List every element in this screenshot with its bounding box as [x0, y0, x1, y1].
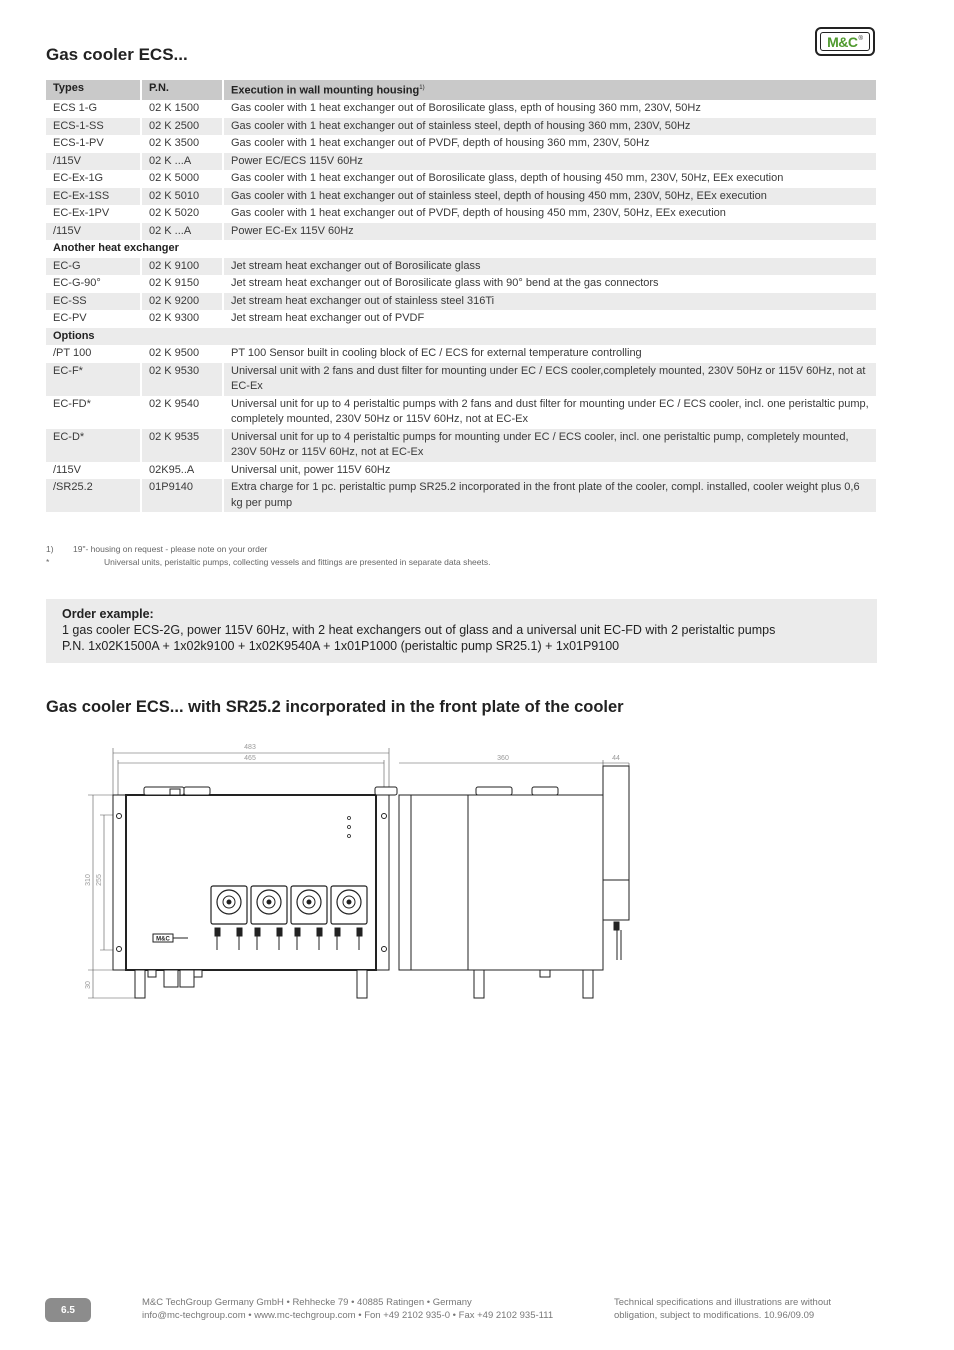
cell-type: EC-G-90°	[46, 275, 141, 293]
cell-description: Jet stream heat exchanger out of Borosilicate glass	[223, 258, 876, 276]
cell-pn: 02 K 9200	[141, 293, 223, 311]
mc-logo	[815, 27, 875, 56]
table-row	[46, 479, 876, 512]
footnotes	[46, 543, 490, 569]
footnote-text: 19"- housing on request - please note on your order	[73, 544, 268, 554]
front-view	[113, 787, 397, 998]
table-row	[46, 429, 876, 462]
footer-disclaimer	[614, 1296, 831, 1322]
cell-pn: 02 K 9150	[141, 275, 223, 293]
spec-table	[46, 80, 876, 512]
table-row	[46, 170, 876, 188]
logo-frame	[820, 32, 870, 51]
table-row	[46, 396, 876, 429]
table-row	[46, 310, 876, 328]
cell-description: Extra charge for 1 pc. peristaltic pump SR25.2 incorporated in the front plate of the cooler, compl. installed, cooler weight plus 0,6 kg per pump	[223, 479, 876, 512]
footnote-1	[46, 543, 490, 556]
cell-description: PT 100 Sensor built in cooling block of EC / ECS for external temperature controlling	[223, 345, 876, 363]
cell-description: Gas cooler with 1 heat exchanger out of stainless steel, depth of housing 450 mm, 230V, 50Hz, EEx execution	[223, 188, 876, 206]
cell-pn: 02 K 3500	[141, 135, 223, 153]
table-row	[46, 118, 876, 136]
footnote-2	[46, 556, 490, 569]
cell-description: Jet stream heat exchanger out of Borosilicate glass with 90° bend at the gas connectors	[223, 275, 876, 293]
footnote-mark: 1)	[46, 544, 54, 554]
order-example-line-2: P.N. 1x02K1500A + 1x02k9100 + 1x02K9540A + 1x01P1000 (peristaltic pump SR25.1) + 1x01P9100	[62, 639, 620, 653]
table-row	[46, 258, 876, 276]
cell-type: EC-F*	[46, 363, 141, 396]
cell-pn: 02 K ...A	[141, 153, 223, 171]
order-example-title: Order example:	[62, 607, 154, 621]
footer-address	[142, 1296, 553, 1322]
cell-description: Universal unit for up to 4 peristaltic pumps with 2 fans and dust filter for mounting under EC / ECS cooler, incl. one peristaltic pump, completely mounted, 230V 50Hz or 115V 60Hz, not at EC-Ex	[223, 396, 876, 429]
footer-address-line-1: M&C TechGroup Germany GmbH • Rehhecke 79 • 40885 Ratingen • Germany	[142, 1297, 472, 1308]
cell-type: EC-Ex-1PV	[46, 205, 141, 223]
spec-table-body	[46, 80, 876, 512]
cell-pn: 02 K 9530	[141, 363, 223, 396]
header-execution	[223, 80, 876, 100]
cell-description: Universal unit with 2 fans and dust filter for mounting under EC / ECS cooler,completely mounted, 230V 50Hz or 115V 60Hz, not at EC-Ex	[223, 363, 876, 396]
header-pn: P.N.	[141, 80, 223, 100]
cell-type: /115V	[46, 462, 141, 480]
cell-description: Power EC-Ex 115V 60Hz	[223, 223, 876, 241]
page-number-badge: 6.5	[45, 1298, 91, 1322]
cell-type: EC-Ex-1G	[46, 170, 141, 188]
cell-pn: 02 K 5000	[141, 170, 223, 188]
logo-text: M&C	[827, 33, 858, 50]
cell-type: EC-G	[46, 258, 141, 276]
footer-disclaimer-line-2: obligation, subject to modifications. 10.96/09.09	[614, 1310, 815, 1321]
cell-type: ECS 1-G	[46, 100, 141, 118]
cell-type: EC-Ex-1SS	[46, 188, 141, 206]
section-title: Gas cooler ECS... with SR25.2 incorporated in the front plate of the cooler	[46, 698, 624, 716]
cell-type: /PT 100	[46, 345, 141, 363]
cell-description: Gas cooler with 1 heat exchanger out of Borosilicate glass, depth of housing 450 mm, 230V, 50Hz, EEx execution	[223, 170, 876, 188]
page-title: Gas cooler ECS...	[46, 45, 188, 64]
cell-pn: 02 K 1500	[141, 100, 223, 118]
dimension-360: 360	[497, 755, 509, 762]
technical-drawing	[80, 740, 640, 1010]
table-row	[46, 205, 876, 223]
cell-type: /115V	[46, 153, 141, 171]
table-row	[46, 363, 876, 396]
cell-pn: 02 K 2500	[141, 118, 223, 136]
table-row	[46, 293, 876, 311]
table-row	[46, 223, 876, 241]
side-view	[399, 766, 629, 998]
cell-pn: 02K95..A	[141, 462, 223, 480]
cell-type: ECS-1-PV	[46, 135, 141, 153]
cell-description: Jet stream heat exchanger out of stainless steel 316Ti	[223, 293, 876, 311]
cell-description: Gas cooler with 1 heat exchanger out of Borosilicate glass, epth of housing 360 mm, 230V, 50Hz	[223, 100, 876, 118]
cell-pn: 02 K 9540	[141, 396, 223, 429]
footer-disclaimer-line-1: Technical specifications and illustrations are without	[614, 1297, 832, 1308]
cell-pn: 01P9140	[141, 479, 223, 512]
cell-description: Gas cooler with 1 heat exchanger out of PVDF, depth of housing 360 mm, 230V, 50Hz	[223, 135, 876, 153]
dimension-310: 310	[85, 874, 92, 886]
header-types: Types	[46, 80, 141, 100]
cell-type: EC-SS	[46, 293, 141, 311]
table-row	[46, 275, 876, 293]
footnote-text: Universal units, peristaltic pumps, collecting vessels and fittings are presented in separate data sheets.	[104, 557, 491, 567]
table-row	[46, 153, 876, 171]
header-footnote-mark: 1)	[419, 85, 425, 91]
dimension-255: 255	[96, 874, 103, 886]
footer-address-line-2: info@mc-techgroup.com • www.mc-techgroup.com • Fon +49 2102 935-0 • Fax +49 2102 935-111	[142, 1310, 554, 1321]
section-heading: Options	[46, 328, 876, 346]
cell-type: /SR25.2	[46, 479, 141, 512]
dimension-465: 465	[244, 755, 256, 762]
dimension-44: 44	[612, 755, 620, 762]
cell-type: /115V	[46, 223, 141, 241]
cell-pn: 02 K 5010	[141, 188, 223, 206]
logo-registered-mark: ®	[858, 36, 863, 42]
table-row	[46, 100, 876, 118]
cell-type: EC-FD*	[46, 396, 141, 429]
cell-description: Power EC/ECS 115V 60Hz	[223, 153, 876, 171]
cell-description: Jet stream heat exchanger out of PVDF	[223, 310, 876, 328]
cell-description: Gas cooler with 1 heat exchanger out of stainless steel, depth of housing 360 mm, 230V, 50Hz	[223, 118, 876, 136]
cell-pn: 02 K 9500	[141, 345, 223, 363]
table-row	[46, 462, 876, 480]
table-row	[46, 345, 876, 363]
cell-pn: 02 K 9300	[141, 310, 223, 328]
mc-plate-label: M&C	[156, 936, 170, 943]
cell-type: ECS-1-SS	[46, 118, 141, 136]
order-example-line-1: 1 gas cooler ECS-2G, power 115V 60Hz, with 2 heat exchangers out of glass and a universal unit EC-FD with 2 peristaltic pumps	[62, 623, 776, 637]
cell-pn: 02 K 5020	[141, 205, 223, 223]
table-section-row	[46, 240, 876, 258]
cell-description: Universal unit, power 115V 60Hz	[223, 462, 876, 480]
table-section-row	[46, 328, 876, 346]
header-execution-label: Execution in wall mounting housing	[231, 84, 420, 97]
cell-description: Gas cooler with 1 heat exchanger out of PVDF, depth of housing 450 mm, 230V, 50Hz, EEx execution	[223, 205, 876, 223]
section-heading: Another heat exchanger	[46, 240, 876, 258]
dimension-483: 483	[244, 744, 256, 751]
cell-description: Universal unit for up to 4 peristaltic pumps for mounting under EC / ECS cooler, incl. one peristaltic pump, completely mounted, 230V 50Hz or 115V 60Hz, not at EC-Ex	[223, 429, 876, 462]
table-header-row	[46, 80, 876, 100]
cell-type: EC-PV	[46, 310, 141, 328]
dimension-30: 30	[85, 981, 92, 989]
cell-pn: 02 K ...A	[141, 223, 223, 241]
table-row	[46, 188, 876, 206]
cell-pn: 02 K 9535	[141, 429, 223, 462]
table-row	[46, 135, 876, 153]
cell-type: EC-D*	[46, 429, 141, 462]
cell-pn: 02 K 9100	[141, 258, 223, 276]
footnote-mark: *	[46, 557, 50, 567]
order-example-box	[46, 599, 877, 663]
